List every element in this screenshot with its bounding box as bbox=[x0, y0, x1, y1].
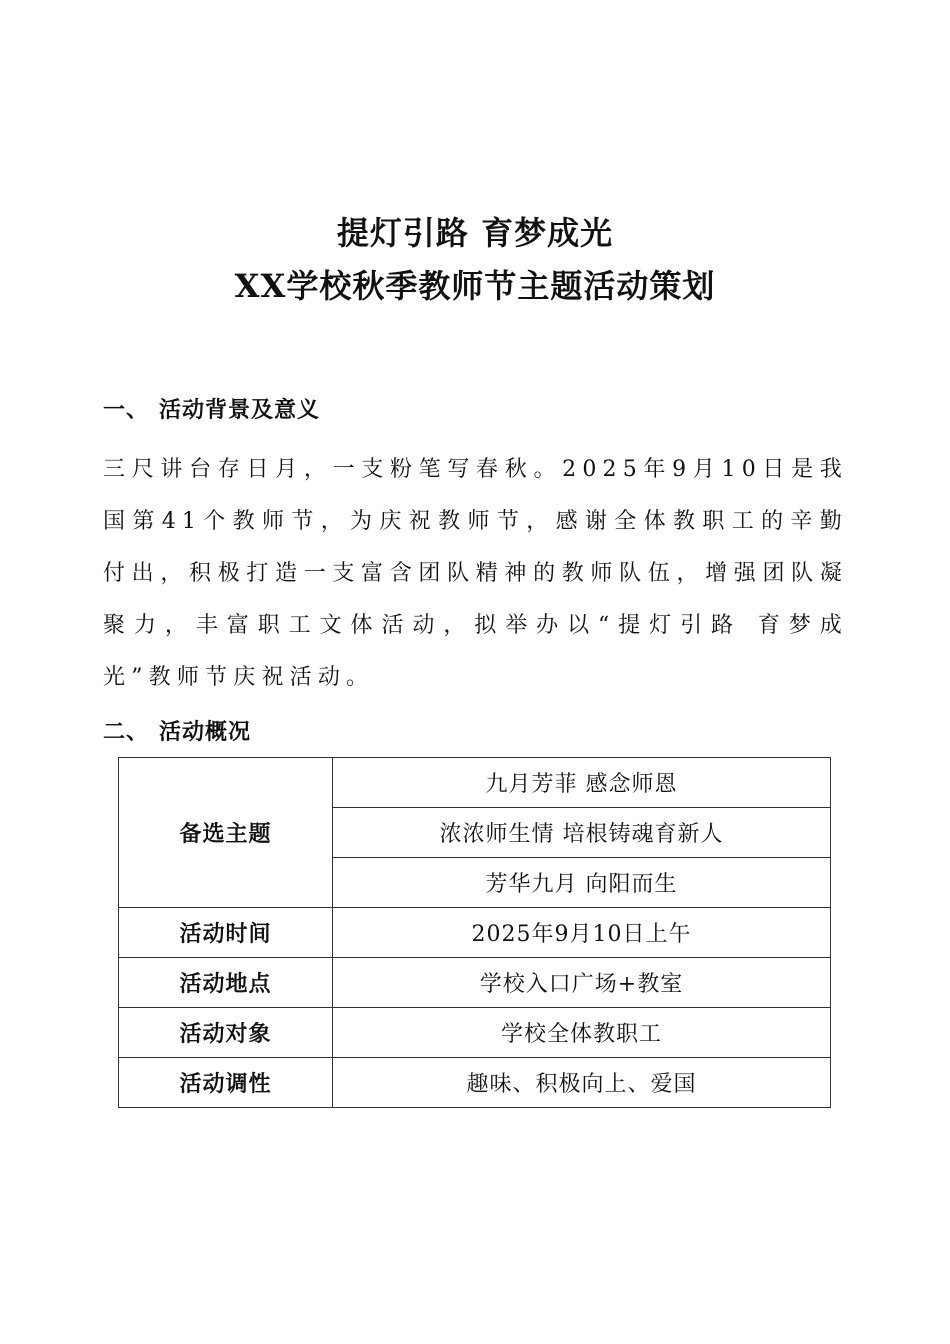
row-label-cell: 活动时间 bbox=[119, 908, 333, 958]
theme-option-cell: 九月芳菲 感念师恩 bbox=[333, 758, 831, 808]
table-row bbox=[119, 758, 831, 808]
section-title: 活动背景及意义 bbox=[159, 398, 321, 423]
row-label-cell: 活动调性 bbox=[119, 1058, 333, 1108]
section-number: 二、 bbox=[103, 720, 150, 745]
overview-table bbox=[118, 757, 831, 1108]
row-label-cell: 活动地点 bbox=[119, 958, 333, 1008]
table-row bbox=[119, 1008, 831, 1058]
row-value-cell: 学校入口广场+教室 bbox=[333, 958, 831, 1008]
section-title: 活动概况 bbox=[159, 720, 252, 745]
theme-option-cell: 浓浓师生情 培根铸魂育新人 bbox=[333, 808, 831, 858]
page-title-line1: 提灯引路 育梦成光 bbox=[336, 214, 614, 252]
table-row bbox=[119, 958, 831, 1008]
section-heading-overview bbox=[103, 718, 251, 748]
row-label-cell: 活动对象 bbox=[119, 1008, 333, 1058]
background-paragraph: 三尺讲台存日月，一支粉笔写春秋。2025年9月10日是我国第41个教师节，为庆祝教师节，感谢全体教职工的辛勤付出，积极打造一支富含团队精神的教师队伍，增强团队凝聚力，丰富职工文体活动，拟举办以“提灯引路 育梦成光”教师节庆祝活动。 bbox=[103, 457, 848, 690]
theme-option-cell: 芳华九月 向阳而生 bbox=[333, 858, 831, 908]
section-number: 一、 bbox=[103, 398, 150, 423]
row-value-cell: 2025年9月10日上午 bbox=[333, 908, 831, 958]
table-row bbox=[119, 908, 831, 958]
page-title-line2: XX学校秋季教师节主题活动策划 bbox=[234, 267, 716, 305]
row-value-cell: 趣味、积极向上、爱国 bbox=[333, 1058, 831, 1108]
section-heading-background bbox=[103, 396, 320, 426]
table-row bbox=[119, 1058, 831, 1108]
theme-label-cell: 备选主题 bbox=[119, 758, 333, 908]
row-value-cell: 学校全体教职工 bbox=[333, 1008, 831, 1058]
